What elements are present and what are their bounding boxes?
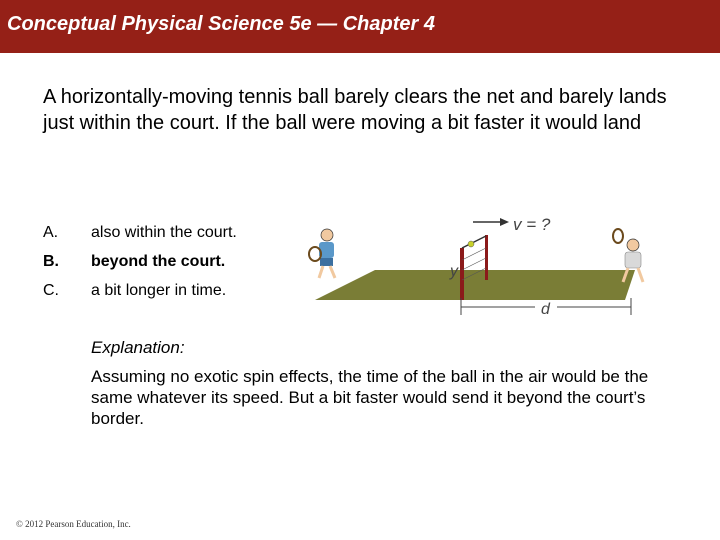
- court: [315, 270, 635, 300]
- velocity-label: v = ?: [513, 215, 551, 234]
- question-text: A horizontally-moving tennis ball barely clears the net and barely lands just within the court. If the ball were moving a bit faster it would land: [43, 86, 667, 134]
- copyright-notice: © 2012 Pearson Education, Inc.: [16, 519, 131, 529]
- slide-title: Conceptual Physical Science 5e — Chapter 4: [7, 13, 435, 35]
- distance-label: d: [541, 301, 550, 318]
- choice-c-letter: C.: [43, 282, 59, 299]
- choice-a-text: also within the court.: [91, 224, 237, 241]
- tennis-court-figure: [295, 210, 655, 330]
- height-label: y: [450, 263, 458, 280]
- velocity-arrowhead: [500, 218, 509, 226]
- choice-c-text: a bit longer in time.: [91, 282, 227, 299]
- left-player: [309, 229, 335, 278]
- explanation-heading: Explanation:: [91, 338, 185, 357]
- choice-a-letter: A.: [43, 224, 59, 241]
- title-bar: [0, 0, 720, 53]
- choice-b-letter: B.: [43, 253, 59, 270]
- explanation-text: Assuming no exotic spin effects, the time of the ball in the air would be the same whatever its speed. But a bit faster would send it beyond the court’s border.: [91, 367, 649, 428]
- choice-b-text: beyond the court.: [91, 253, 226, 270]
- tennis-ball: [468, 241, 474, 247]
